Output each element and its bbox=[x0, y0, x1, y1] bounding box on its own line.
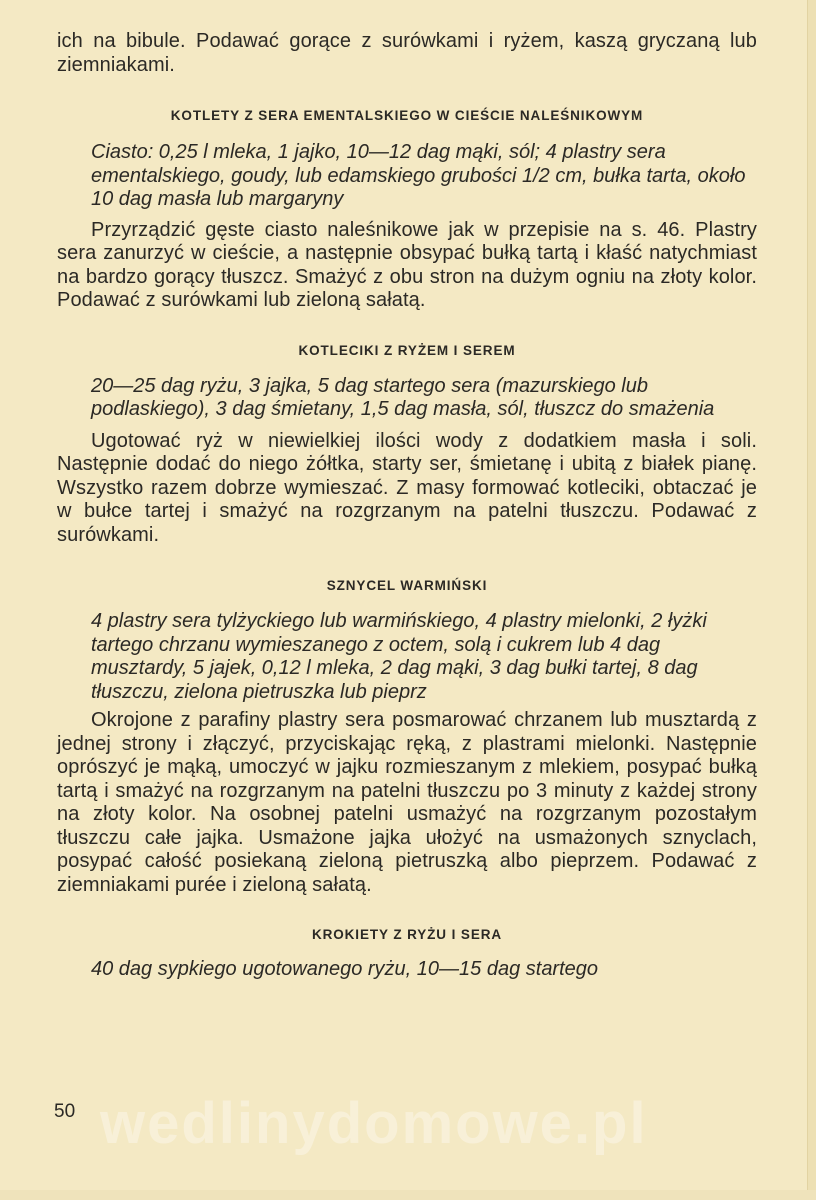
page-bottom-edge bbox=[0, 1190, 816, 1200]
recipe-instructions-kotleciki-ryz-ser: Ugotować ryż w niewielkiej ilości wody z dodatkiem masła i soli. Następnie dodać do niego żółtka, starty ser, śmietanę i ubitą z białek pianę. Wszystko razem dobrze wymieszać. Z masy formować kotleciki, obtaczać je w bułce tartej i smażyć na rozgrzanym na patelni tłuszczu. Podawać z surówkami. bbox=[57, 429, 757, 546]
intro-text: ich na bibule. Podawać gorące z surówkami i ryżem, kaszą gryczaną lub ziemniakami. bbox=[57, 30, 757, 76]
page-number: 50 bbox=[54, 1101, 76, 1122]
recipe-title-sznycel-warminski: SZNYCEL WARMIŃSKI bbox=[326, 578, 488, 593]
page-edge bbox=[807, 0, 816, 1200]
recipe-instructions-kotlety-ementalskie: Przyrządzić gęste ciasto naleśnikowe jak w przepisie na s. 46. Plastry sera zanurzyć w cieście, a następnie obsypać bułką tartą i kłaść natychmiast na bardzo gorący tłuszcz. Smażyć z obu stron na dużym ogniu na złoty kolor. Podawać z surówkami lub zieloną sałatą. bbox=[57, 218, 757, 311]
recipe-title-kotlety-ementalskie: KOTLETY Z SERA EMENTALSKIEGO W CIEŚCIE NALEŚNIKOWYM bbox=[170, 108, 644, 123]
recipe-ingredients-krokiety-ryz-ser: 40 dag sypkiego ugotowanego ryżu, 10—15 dag startego bbox=[91, 958, 599, 980]
watermark: wedlinydomowe.pl bbox=[100, 1091, 648, 1156]
page-content bbox=[57, 30, 757, 982]
recipe-title-kotleciki-ryz-ser: KOTLECIKI Z RYŻEM I SEREM bbox=[298, 342, 516, 358]
recipe-ingredients-kotleciki-ryz-ser: 20—25 dag ryżu, 3 jajka, 5 dag startego sera (mazurskiego lub podlaskiego), 3 dag śmietany, 1,5 dag masła, sól, tłuszcz do smażenia bbox=[91, 374, 715, 420]
recipe-title-krokiety-ryz-ser: KROKIETY Z RYŻU I SERA bbox=[311, 927, 503, 942]
recipe-instructions-sznycel-warminski: Okrojone z parafiny plastry sera posmarować chrzanem lub musztardą z jednej strony i złączyć, przyciskając ręką, z plastrami mielonki. Następnie oprószyć je mąką, umoczyć w jajku rozmieszanym z mlekiem, posypać bułką tartą i smażyć na rozgrzanym na patelni tłuszczu po 3 minuty z każdej strony na złoty kolor. Na osobnej patelni usmażyć na rozgrzanym pozostałym tłuszczu całe jajka. Usmażone jajka ułożyć na usmażonych sznyclach, posypać całość posiekaną zieloną pietruszką albo pieprzem. Podawać z ziemniakami purée i zieloną sałatą. bbox=[57, 709, 757, 896]
recipe-ingredients-sznycel-warminski: 4 plastry sera tylżyckiego lub warmińskiego, 4 plastry mielonki, 2 łyżki tartego chrzanu wymieszanego z octem, solą i cukrem lub 4 dag musztardy, 5 jajek, 0,12 l mleka, 2 dag mąki, 3 dag bułki tartej, 8 dag tłuszczu, zielona pietruszka lub pieprz bbox=[91, 610, 707, 703]
recipe-ingredients-kotlety-ementalskie: Ciasto: 0,25 l mleka, 1 jajko, 10—12 dag mąki, sól; 4 plastry sera ementalskiego, goudy, lub edamskiego grubości 1/2 cm, bułka tarta, około 10 dag masła lub margaryny bbox=[91, 141, 746, 210]
